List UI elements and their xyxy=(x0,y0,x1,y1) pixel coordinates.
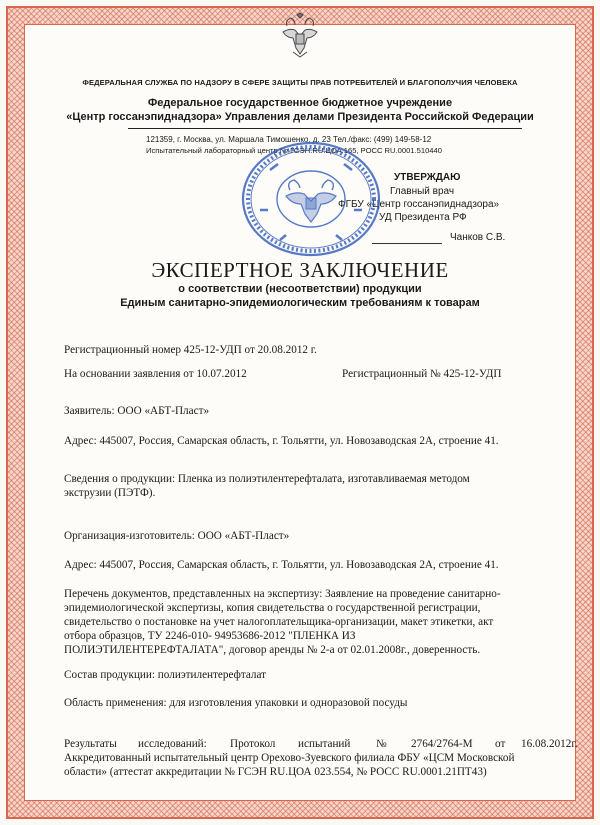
documents-line-2: эпидемиологической экспертизы, копия свидетельства о государственной регистрации, xyxy=(64,602,481,614)
results-line-3: области» (аттестат аккредитации № ГСЭН RU.ЦОА 023.554, № РОСС RU.0001.21ПТ43) xyxy=(64,766,487,778)
registration-number: Регистрационный номер 425-12-УДП от 20.08.2012 г. xyxy=(64,344,317,356)
institution-address: 121359, г. Москва, ул. Маршала Тимошенко, д. 23 Тел./факс: (499) 149-58-12 xyxy=(146,135,432,144)
results-tests: испытаний xyxy=(298,738,351,750)
basis-registration-number: Регистрационный № 425-12-УДП xyxy=(342,368,502,380)
product-info-line-2: экструзии (ПЭТФ). xyxy=(64,487,156,499)
documents-line-1: Перечень документов, представленных на экспертизу: Заявление на проведение санитарно- xyxy=(64,588,501,600)
results-number-sign: № xyxy=(376,738,387,750)
agency-name: ФЕДЕРАЛЬНАЯ СЛУЖБА ПО НАДЗОРУ В СФЕРЕ ЗАЩИТЫ ПРАВ ПОТРЕБИТЕЛЕЙ И БЛАГОПОЛУЧИЯ ЧЕЛОВЕКА xyxy=(82,78,518,87)
double-headed-eagle-emblem-icon xyxy=(279,12,321,60)
approval-position: Главный врач xyxy=(390,186,455,197)
documents-line-4: отбора образцов, ТУ 2246-010- 94953686-2012 "ПЛЕНКА ИЗ xyxy=(64,630,356,642)
manufacturer-address: Адрес: 445007, Россия, Самарская область, г. Тольятти, ул. Новозаводская 2А, строение 41. xyxy=(64,559,499,571)
product-composition: Состав продукции: полиэтилентерефталат xyxy=(64,669,267,681)
product-info-line-1: Сведения о продукции: Пленка из полиэтилентерефталата, изготавливаемая методом xyxy=(64,473,470,485)
results-from: от xyxy=(495,738,506,750)
document-title: ЭКСПЕРТНОЕ ЗАКЛЮЧЕНИЕ xyxy=(151,258,449,282)
approval-title: УТВЕРЖДАЮ xyxy=(394,172,461,183)
applicant-address: Адрес: 445007, Россия, Самарская область, г. Тольятти, ул. Новозаводская 2А, строение 41. xyxy=(64,435,499,447)
document-subtitle-2: Единым санитарно-эпидемиологическим требованиям к товарам xyxy=(120,297,480,309)
results-line-2: Аккредитованный испытательный центр Орехово-Зуевского филиала ФБУ «ЦСМ Московской xyxy=(64,752,515,764)
approval-organization: ФГБУ «Центр госсанэпиднадзора» xyxy=(338,199,500,210)
application-area: Область применения: для изготовления упаковки и одноразовой посуды xyxy=(64,697,408,709)
header-rule xyxy=(128,128,522,129)
lab-accreditation: Испытательный лабораторный центр № ГСЭН.RU.ЦОА.165, РОСС RU.0001.510440 xyxy=(146,146,442,155)
institution-line-2: «Центр госсанэпиднадзора» Управления делами Президента Российской Федерации xyxy=(66,111,534,123)
results-date: 16.08.2012г. xyxy=(521,738,578,750)
institution-line-1: Федеральное государственное бюджетное учреждение xyxy=(147,97,453,109)
results-research: исследований: xyxy=(138,738,207,750)
results-label: Результаты xyxy=(64,738,117,750)
documents-line-3: свидетельство о постановке на учет налогоплательщика-организации, макет этикетки, акт xyxy=(64,616,494,628)
results-protocol: Протокол xyxy=(230,738,276,750)
signer-name: Чанков С.В. xyxy=(450,232,506,243)
signature-line xyxy=(372,243,442,244)
documents-line-5: ПОЛИЭТИЛЕНТЕРЕФТАЛАТА", договор аренды № 2-а от 02.01.2008г., доверенность. xyxy=(64,644,481,656)
document-subtitle-1: о соответствии (несоответствии) продукции xyxy=(178,283,422,295)
results-protocol-number: 2764/2764-М xyxy=(411,738,473,750)
approval-department: УД Президента РФ xyxy=(379,212,467,223)
applicant: Заявитель: ООО «АБТ-Пласт» xyxy=(64,405,210,417)
basis-application-date: На основании заявления от 10.07.2012 xyxy=(64,368,247,380)
manufacturer: Организация-изготовитель: ООО «АБТ-Пласт» xyxy=(64,530,290,542)
